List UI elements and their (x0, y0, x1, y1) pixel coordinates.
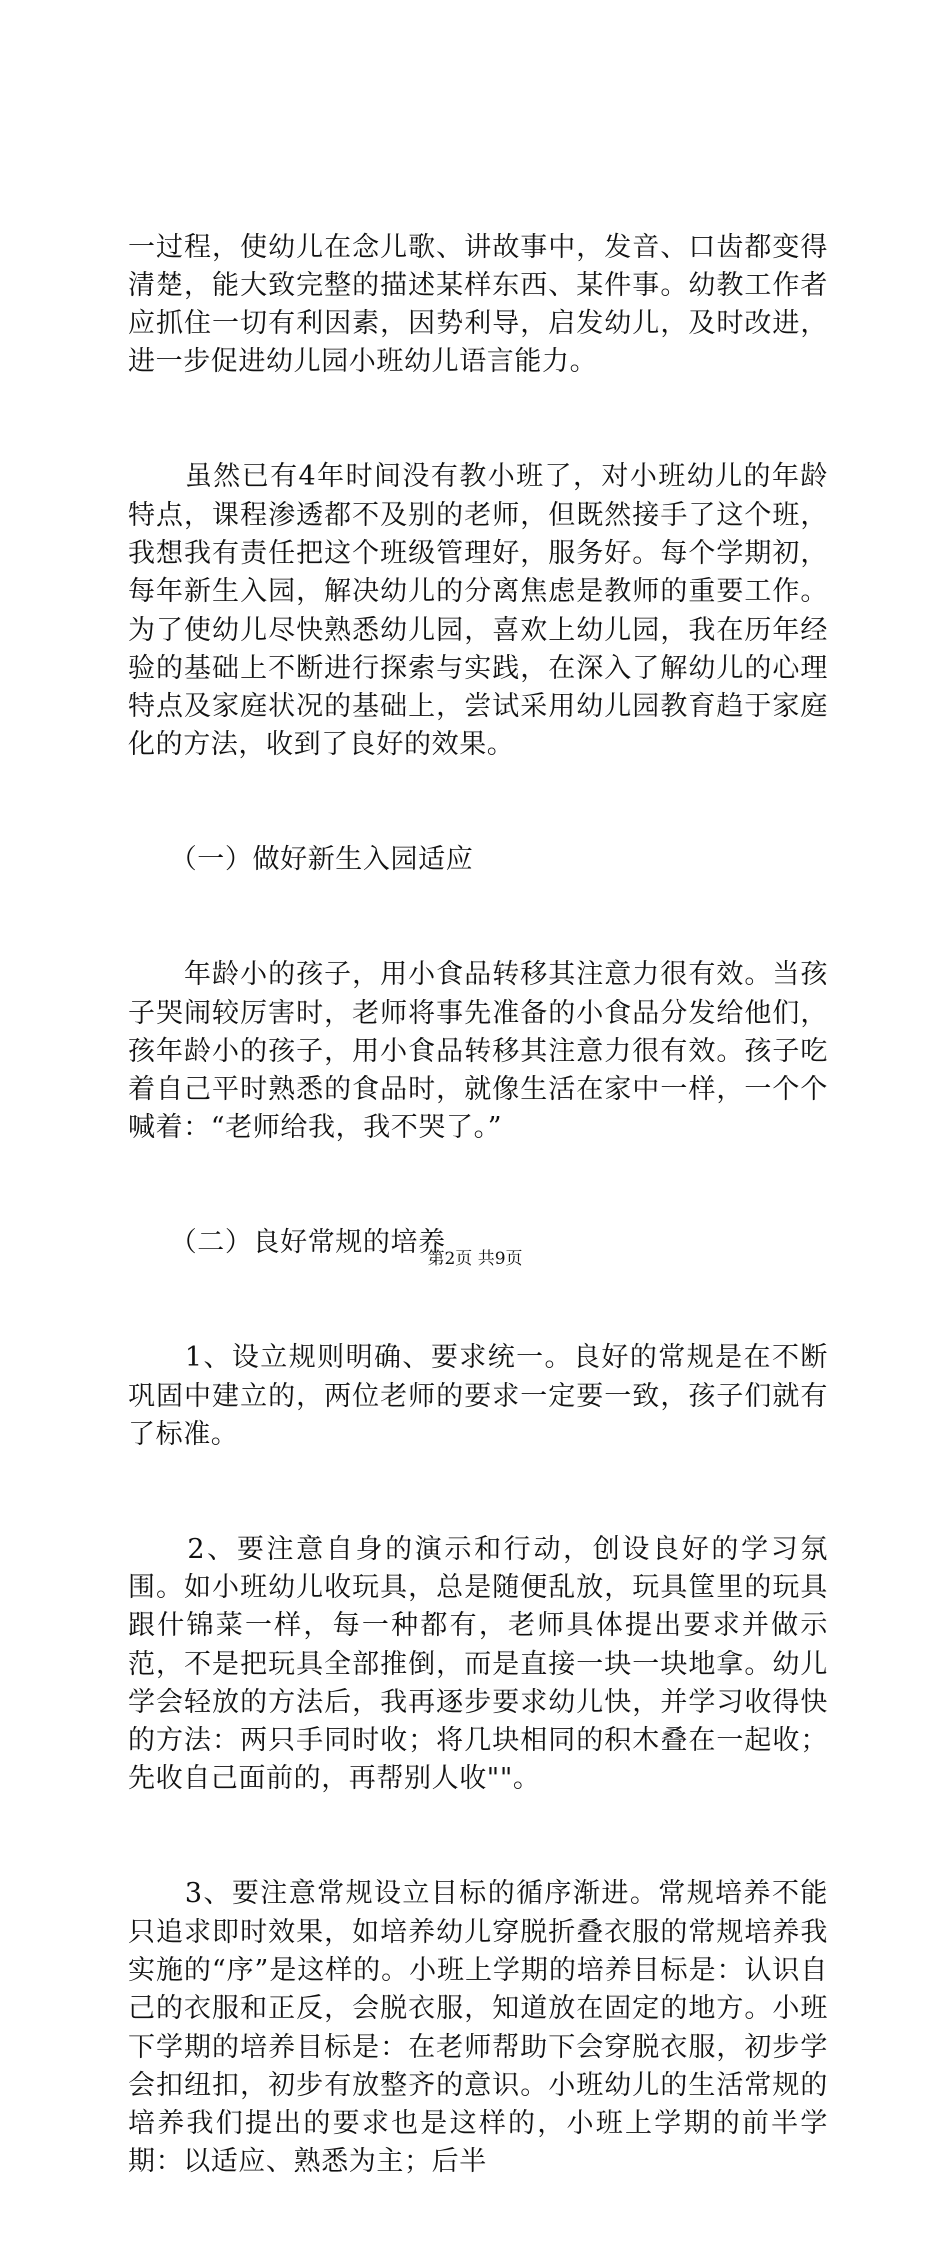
paragraph: 3、要注意常规设立目标的循序渐进。常规培养不能只追求即时效果，如培养幼儿穿脱折叠衣服的常规培养我实施的“序”是这样的。小班上学期的培养目标是：认识自己的衣服和正反，会脱衣服，知道放在固定的地方。小班下学期的培养目标是：在老师帮助下会穿脱衣服，初步学会扣纽扣，初步有放整齐的意识。小班幼儿的生活常规的培养我们提出的要求也是这样的，小班上学期的前半学期：以适应、熟悉为主；后半 (128, 1878, 828, 2178)
document-body (128, 152, 828, 2258)
section-heading: （二）良好常规的培养 (128, 1227, 446, 1259)
paragraph: 年龄小的孩子，用小食品转移其注意力很有效。当孩子哭闹较厉害时，老师将事先准备的小食品分发给他们，孩年龄小的孩子，用小食品转移其注意力很有效。孩子吃着自己平时熟悉的食品时，就像生活在家中一样，一个个喊着：“老师给我，我不哭了。” (128, 959, 828, 1144)
paragraph: 一过程，使幼儿在念儿歌、讲故事中，发音、口齿都变得清楚，能大致完整的描述某样东西、某件事。幼教工作者应抓住一切有利因素，因势利导，启发幼儿，及时改进，进一步促进幼儿园小班幼儿语言能力。 (128, 231, 828, 378)
page-number: 第2页 共9页 (427, 1249, 523, 1269)
page-footer (0, 1248, 950, 1270)
section-heading: （一）做好新生入园适应 (128, 844, 474, 876)
paragraph: 2、要注意自身的演示和行动，创设良好的学习氛围。如小班幼儿收玩具，总是随便乱放，玩具筐里的玩具跟什锦菜一样，每一种都有，老师具体提出要求并做示范，不是把玩具全部推倒，而是直接一块一块地拿。幼儿学会轻放的方法后，我再逐步要求幼儿快，并学习收得快的方法：两只手同时收；将几块相同的积木叠在一起收；先收自己面前的，再帮别人收""。 (128, 1533, 828, 1795)
paragraph: 1、设立规则明确、要求统一。良好的常规是在不断巩固中建立的，两位老师的要求一定要一致，孩子们就有了标准。 (128, 1342, 828, 1450)
paragraph: 虽然已有4年时间没有教小班了，对小班幼儿的年龄特点，课程渗透都不及别的老师，但既然接手了这个班，我想我有责任把这个班级管理好，服务好。每个学期初，每年新生入园，解决幼儿的分离焦虑是教师的重要工作。为了使幼儿尽快熟悉幼儿园，喜欢上幼儿园，我在历年经验的基础上不断进行探索与实践，在深入了解幼儿的心理特点及家庭状况的基础上，尝试采用幼儿园教育趋于家庭化的方法，收到了良好的效果。 (128, 461, 828, 761)
